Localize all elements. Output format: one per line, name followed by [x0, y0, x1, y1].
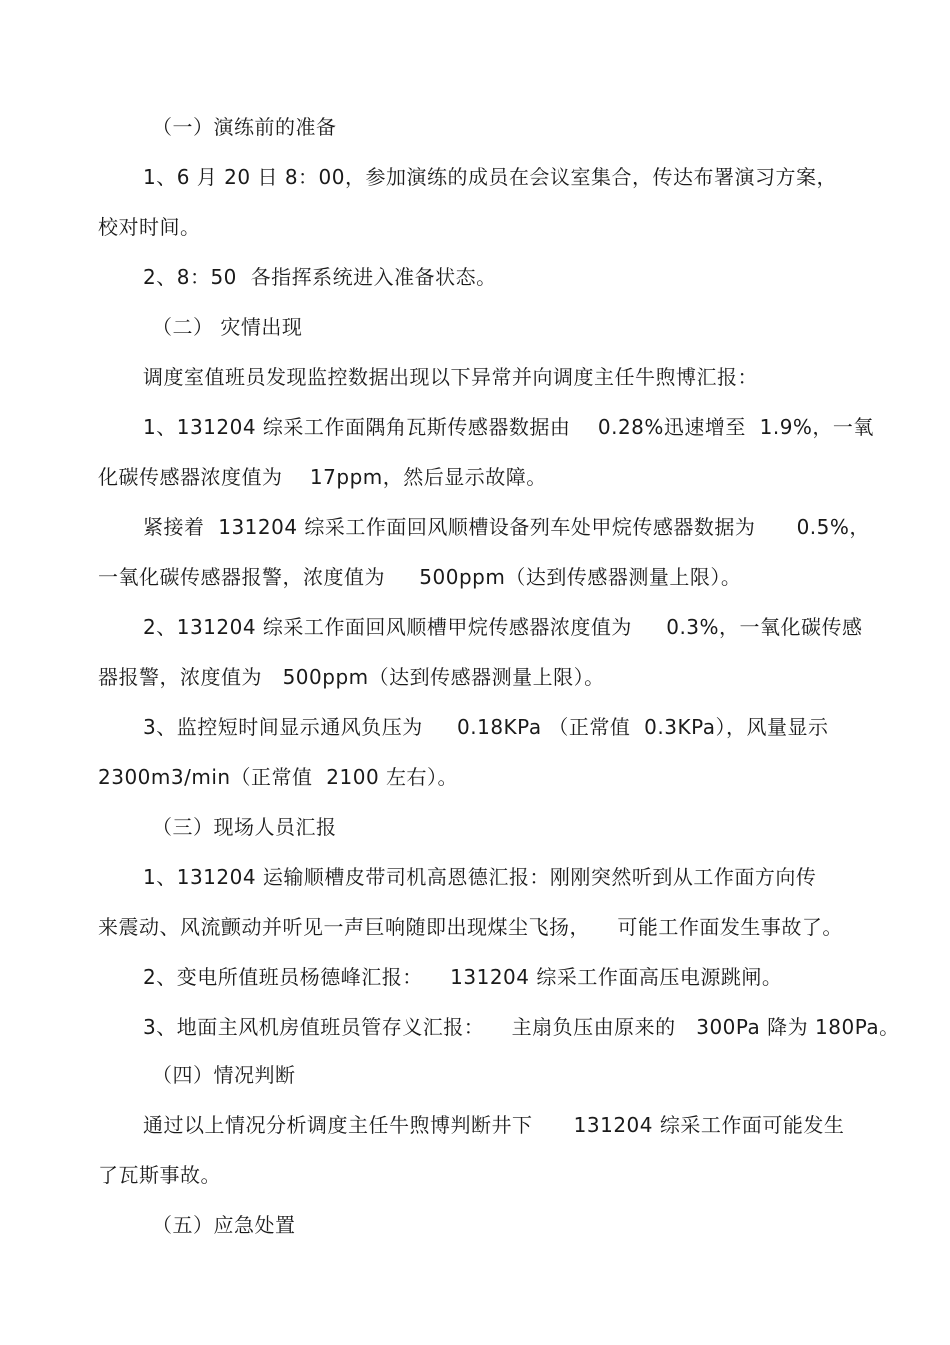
section-heading-disaster: （二） 灾情出现 [152, 315, 303, 339]
paragraph-line: 通过以上情况分析调度主任牛煦博判断井下 131204 综采工作面可能发生 [143, 1113, 845, 1137]
paragraph-line: 3、地面主风机房值班员管存义汇报： 主扇负压由原来的 300Pa 降为 180Pa。 [143, 1015, 900, 1039]
paragraph-line: 2300m3/min（正常值 2100 左右）。 [98, 765, 459, 789]
section-heading-emergency: （五）应急处置 [152, 1213, 296, 1237]
paragraph-line: 化碳传感器浓度值为 17ppm，然后显示故障。 [98, 465, 547, 489]
paragraph-line: 2、131204 综采工作面回风顺槽甲烷传感器浓度值为 0.3%，一氧化碳传感 [143, 615, 863, 639]
paragraph-line: 2、8：50 各指挥系统进入准备状态。 [143, 265, 497, 289]
paragraph-line: 1、6 月 20 日 8：00，参加演练的成员在会议室集合，传达布署演习方案， [143, 165, 838, 189]
paragraph-line: 紧接着 131204 综采工作面回风顺槽设备列车处甲烷传感器数据为 0.5%， [143, 515, 870, 539]
section-heading-reports: （三）现场人员汇报 [152, 815, 337, 839]
paragraph-line: 来震动、风流颤动并听见一声巨响随即出现煤尘飞扬， 可能工作面发生事故了。 [98, 915, 843, 939]
paragraph-line: 2、变电所值班员杨德峰汇报： 131204 综采工作面高压电源跳闸。 [143, 965, 783, 989]
section-heading-judgment: （四）情况判断 [152, 1063, 296, 1087]
paragraph-line: 1、131204 运输顺槽皮带司机高恩德汇报：刚刚突然听到从工作面方向传 [143, 865, 817, 889]
paragraph-line: 器报警，浓度值为 500ppm（达到传感器测量上限）。 [98, 665, 605, 689]
paragraph-line: 3、监控短时间显示通风负压为 0.18KPa （正常值 0.3KPa），风量显示 [143, 715, 829, 739]
paragraph-line: 校对时间。 [98, 215, 201, 239]
paragraph-line: 了瓦斯事故。 [98, 1163, 221, 1187]
paragraph-line: 1、131204 综采工作面隅角瓦斯传感器数据由 0.28%迅速增至 1.9%，一氧 [143, 415, 874, 439]
paragraph-line: 一氧化碳传感器报警，浓度值为 500ppm（达到传感器测量上限）。 [98, 565, 742, 589]
section-heading-preparation: （一）演练前的准备 [152, 115, 337, 139]
paragraph-line: 调度室值班员发现监控数据出现以下异常并向调度主任牛煦博汇报： [143, 365, 758, 389]
